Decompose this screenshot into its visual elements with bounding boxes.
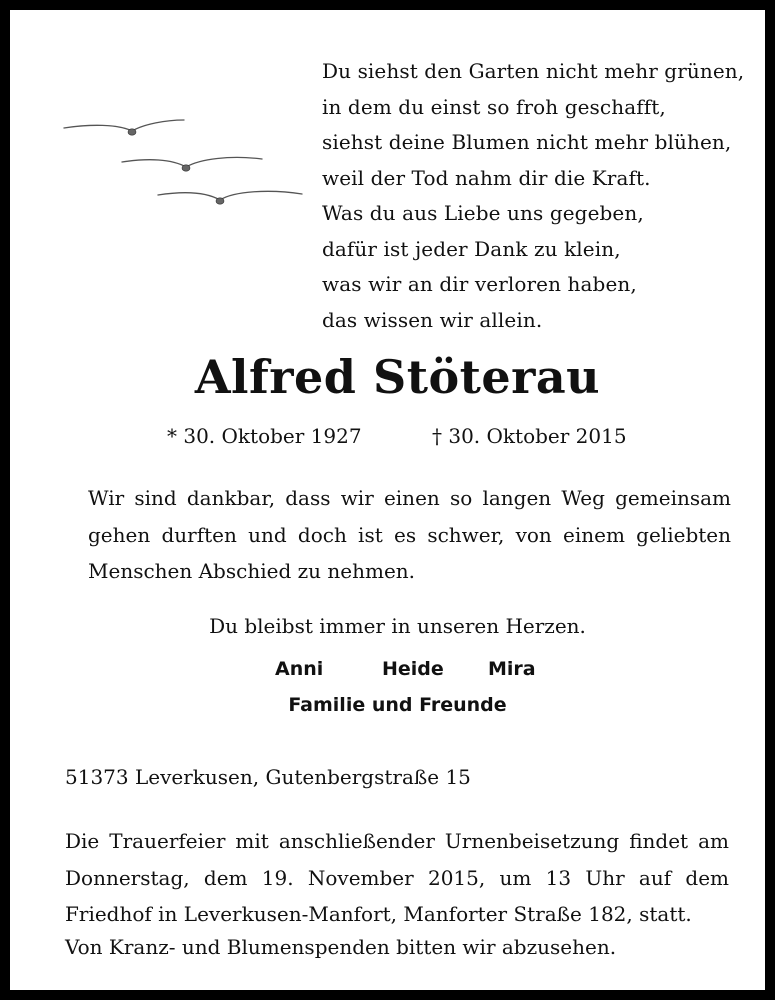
signatory-name: Mira [488, 658, 536, 680]
flowers-note: Von Kranz- und Blumenspenden bitten wir abzusehen. [65, 935, 617, 959]
poem [322, 54, 744, 338]
poem-line: weil der Tod nahm dir die Kraft. [322, 165, 651, 190]
thanks-paragraph: Wir sind dankbar, dass wir einen so langen Weg gemeinsam gehen durften und doch ist es schwer, von einem geliebten Menschen Abschied zu nehmen. [88, 486, 731, 583]
poem-line: das wissen wir allein. [322, 307, 543, 332]
flying-birds-icon [60, 110, 310, 220]
poem-line: in dem du einst so froh geschafft, [322, 94, 666, 119]
signatory-name: Anni [275, 658, 324, 680]
poem-line: dafür ist jeder Dank zu klein, [322, 236, 621, 261]
poem-line: was wir an dir verloren haben, [322, 272, 637, 296]
poem-line: siehst deine Blumen nicht mehr blühen, [322, 130, 732, 154]
death-date: † 30. Oktober 2015 [432, 424, 627, 448]
signatory-name: Heide [382, 658, 444, 680]
deceased-name: Alfred Stöterau [194, 350, 601, 404]
remembrance-line: Du bleibst immer in unseren Herzen. [209, 614, 586, 638]
address: 51373 Leverkusen, Gutenbergstraße 15 [65, 765, 471, 789]
funeral-details: Die Trauerfeier mit anschließender Urnenbeisetzung findet am Donnerstag, dem 19. November 2015, um 13 Uhr auf dem Friedhof in Leverkusen-Manfort, Manforter Straße 182, statt. [65, 829, 729, 926]
poem-line: Du siehst den Garten nicht mehr grünen, [322, 59, 745, 83]
poem-line: Was du aus Liebe uns gegeben, [322, 201, 644, 225]
birth-date: * 30. Oktober 1927 [167, 424, 362, 448]
signatory-family: Familie und Freunde [288, 694, 507, 716]
